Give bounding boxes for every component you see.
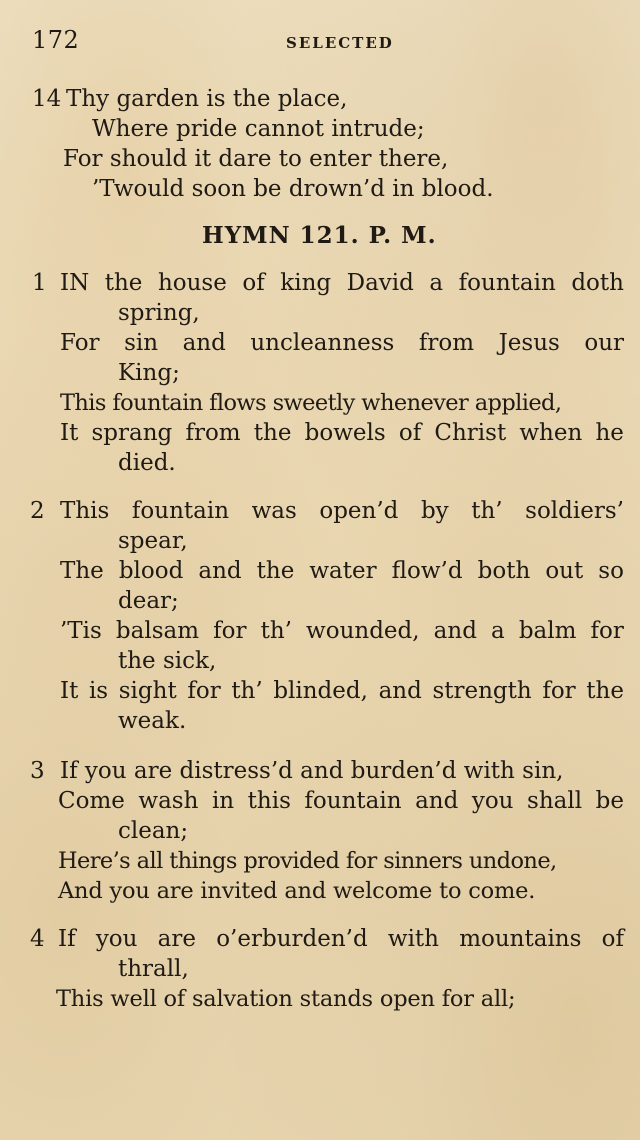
page-number: 172 xyxy=(32,26,80,54)
word: ’Tis xyxy=(60,618,102,644)
word: blinded, xyxy=(273,678,368,704)
word: so xyxy=(598,558,624,584)
word: sin xyxy=(124,330,159,356)
word: bowels xyxy=(304,420,386,446)
word: It xyxy=(60,420,79,446)
verse-line xyxy=(60,328,624,358)
word: For xyxy=(60,330,100,356)
word: this xyxy=(247,788,291,814)
word: the xyxy=(104,270,143,296)
verse-line xyxy=(60,496,624,526)
word: If xyxy=(58,926,76,952)
word: be xyxy=(595,788,624,814)
word: he xyxy=(595,420,624,446)
word: are xyxy=(157,926,196,952)
word: our xyxy=(584,330,624,356)
word: the xyxy=(586,678,624,704)
verse-line: For should it dare to enter there, xyxy=(63,146,449,172)
word: a xyxy=(429,270,444,296)
word: balsam xyxy=(115,618,200,644)
word: a xyxy=(491,618,505,644)
verse-line-continuation: thrall, xyxy=(118,956,189,982)
word: and xyxy=(378,678,422,704)
word: you xyxy=(471,788,514,814)
word: the xyxy=(256,558,295,584)
word: wash xyxy=(138,788,199,814)
verse-line-continuation: the sick, xyxy=(118,648,217,674)
verse-line xyxy=(60,616,624,646)
word: balm xyxy=(518,618,577,644)
word: by xyxy=(420,498,449,524)
verse-line: If you are distress’d and burden’d with sin, xyxy=(60,758,564,784)
word: was xyxy=(251,498,297,524)
word: from xyxy=(185,420,241,446)
verse-line xyxy=(58,924,624,954)
word: and xyxy=(182,330,226,356)
word: king xyxy=(280,270,332,296)
verse-line: This well of salvation stands open for all; xyxy=(56,986,516,1012)
verse-line: ’Twould soon be drown’d in blood. xyxy=(92,176,494,202)
word: strength xyxy=(432,678,532,704)
word: water xyxy=(309,558,377,584)
word: and xyxy=(433,618,477,644)
word: flow’d xyxy=(391,558,463,584)
word: of xyxy=(398,420,422,446)
hymn-title: HYMN 121. P. M. xyxy=(202,222,437,249)
word: uncleanness xyxy=(250,330,395,356)
word: Jesus xyxy=(498,330,560,356)
word: wounded, xyxy=(306,618,420,644)
word: from xyxy=(418,330,475,356)
stanza-number: 1 xyxy=(32,270,47,296)
word: th’ xyxy=(260,618,292,644)
verse-line-continuation: clean; xyxy=(118,818,189,844)
stanza-number: 14 xyxy=(32,86,62,112)
verse-line: This fountain flows sweetly whenever applied, xyxy=(60,390,562,416)
word: Christ xyxy=(434,420,507,446)
word: you xyxy=(95,926,138,952)
word: Come xyxy=(58,788,125,814)
word: both xyxy=(477,558,531,584)
verse-line: Here’s all things provided for sinners undone, xyxy=(58,848,557,874)
word: fountain xyxy=(458,270,556,296)
stanza-number: 4 xyxy=(30,926,45,952)
word: with xyxy=(387,926,439,952)
word: th’ xyxy=(471,498,503,524)
word: fountain xyxy=(131,498,230,524)
verse-line xyxy=(60,268,624,298)
verse-line-continuation: weak. xyxy=(118,708,187,734)
word: the xyxy=(253,420,292,446)
word: is xyxy=(88,678,109,704)
word: when xyxy=(519,420,583,446)
word: in xyxy=(211,788,235,814)
word: doth xyxy=(571,270,624,296)
word: mountains xyxy=(459,926,582,952)
word: of xyxy=(242,270,265,296)
word: The xyxy=(60,558,104,584)
running-head: SELECTED xyxy=(286,34,394,52)
word: out xyxy=(545,558,584,584)
word: and xyxy=(198,558,242,584)
stanza-number: 3 xyxy=(30,758,45,784)
word: This xyxy=(60,498,110,524)
word: o’erburden’d xyxy=(216,926,368,952)
verse-line-continuation: spear, xyxy=(118,528,188,554)
word: th’ xyxy=(231,678,263,704)
verse-line xyxy=(60,676,624,706)
verse-line xyxy=(60,418,624,448)
word: of xyxy=(601,926,624,952)
word: for xyxy=(542,678,576,704)
verse-line xyxy=(60,556,624,586)
verse-line: Where pride cannot intrude; xyxy=(92,116,425,142)
word: IN xyxy=(60,270,90,296)
word: blood xyxy=(118,558,184,584)
word: for xyxy=(187,678,221,704)
verse-line xyxy=(58,786,624,816)
word: sprang xyxy=(91,420,173,446)
verse-line-continuation: died. xyxy=(118,450,176,476)
word: house xyxy=(157,270,227,296)
stanza-number: 2 xyxy=(30,498,45,524)
word: soldiers’ xyxy=(525,498,624,524)
word: It xyxy=(60,678,79,704)
word: and xyxy=(415,788,459,814)
verse-line-continuation: spring, xyxy=(118,300,200,326)
verse-line: Thy garden is the place, xyxy=(66,86,348,112)
verse-line: And you are invited and welcome to come. xyxy=(58,878,536,904)
verse-line-continuation: dear; xyxy=(118,588,179,614)
word: for xyxy=(213,618,247,644)
word: for xyxy=(590,618,624,644)
word: David xyxy=(346,270,414,296)
word: sight xyxy=(118,678,177,704)
word: fountain xyxy=(304,788,402,814)
word: open’d xyxy=(319,498,399,524)
verse-line-continuation: King; xyxy=(118,360,180,386)
word: shall xyxy=(527,788,583,814)
